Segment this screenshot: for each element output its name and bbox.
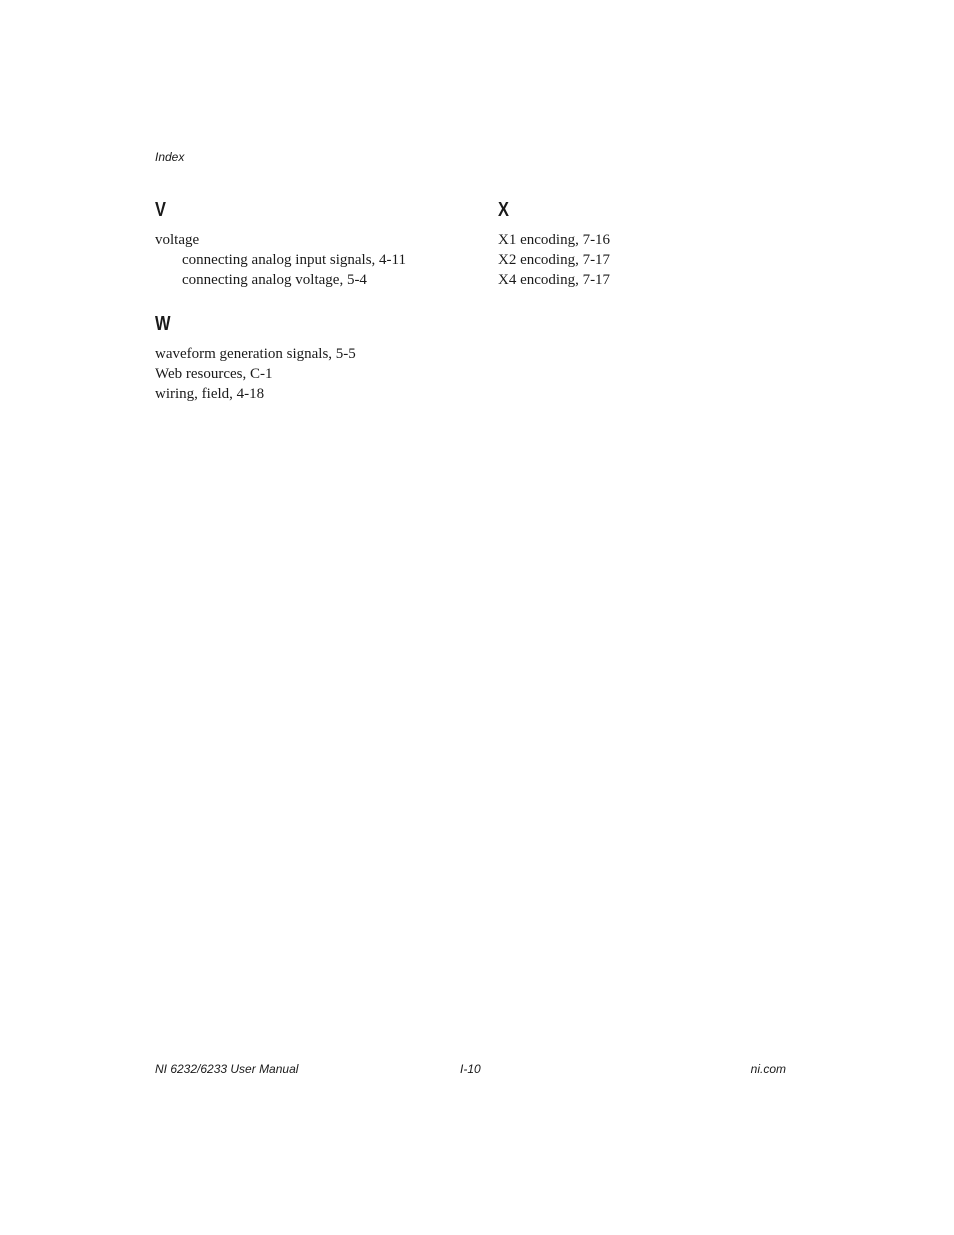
footer-website: ni.com — [750, 1062, 786, 1076]
index-entry: voltage — [155, 232, 200, 248]
index-entry: Web resources, C-1 — [155, 366, 273, 382]
section-letter: V — [155, 199, 166, 221]
footer-manual-title: NI 6232/6233 User Manual — [155, 1062, 299, 1076]
running-header: Index — [155, 150, 185, 164]
index-entry: wiring, field, 4-18 — [155, 386, 265, 402]
index-subentry: connecting analog voltage, 5-4 — [182, 272, 367, 288]
index-entry: waveform generation signals, 5-5 — [155, 346, 356, 362]
index-entry: X1 encoding, 7-16 — [498, 232, 611, 248]
index-section-x — [498, 198, 798, 290]
footer-page-number: I-10 — [460, 1062, 481, 1076]
index-column-right — [498, 198, 798, 312]
index-section-w — [155, 312, 475, 404]
index-entry: X2 encoding, 7-17 — [498, 252, 611, 268]
section-letter: X — [498, 199, 509, 221]
index-section-v — [155, 198, 475, 290]
index-entry: X4 encoding, 7-17 — [498, 272, 611, 288]
index-column-left — [155, 198, 475, 426]
section-letter: W — [155, 313, 171, 335]
index-subentry: connecting analog input signals, 4-11 — [182, 252, 406, 268]
